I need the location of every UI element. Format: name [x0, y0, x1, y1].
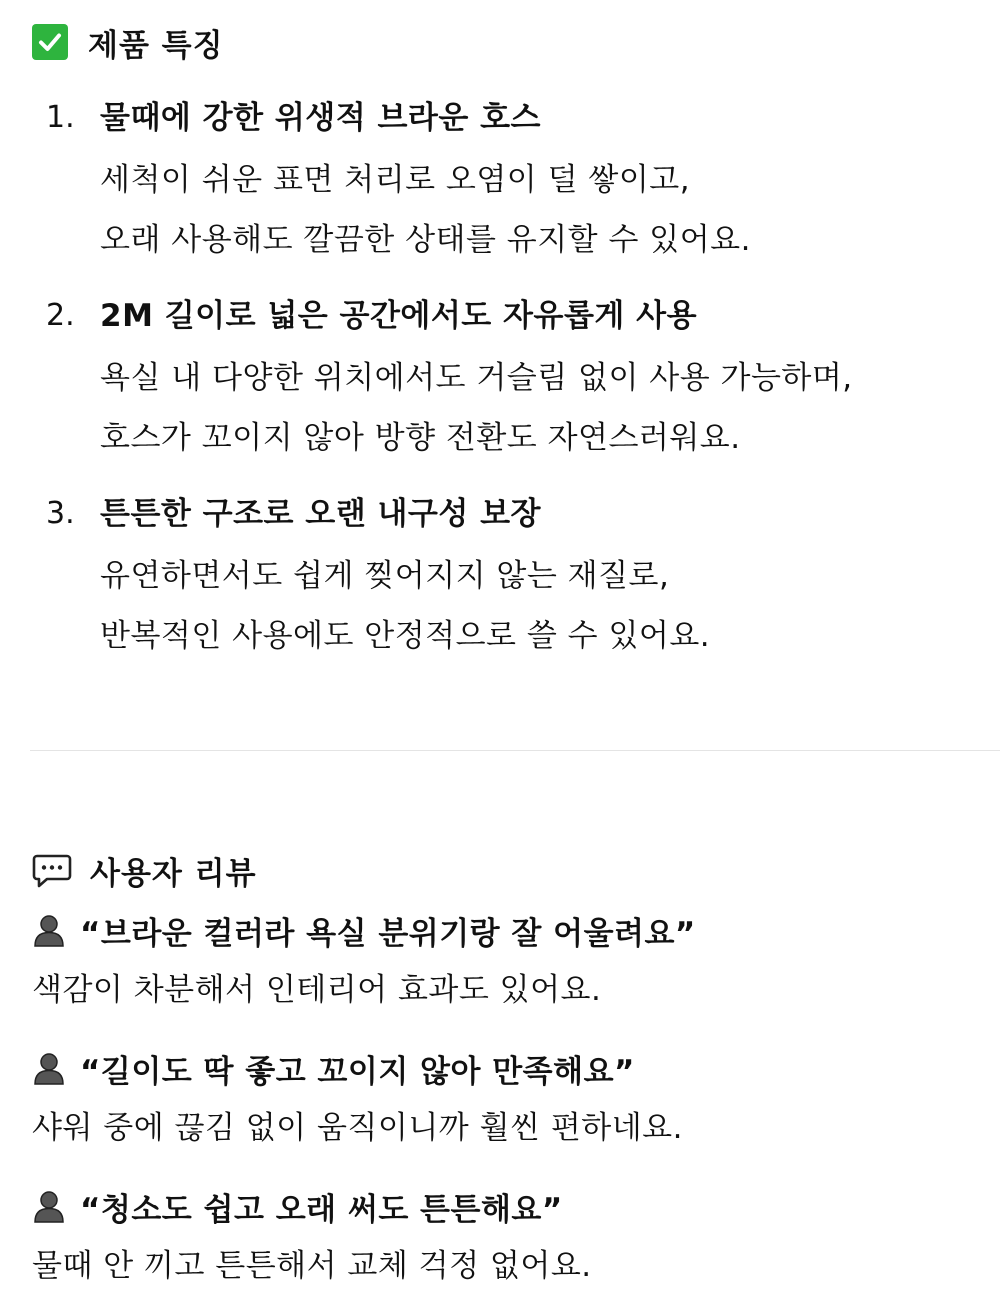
- review-quote-row: [32, 1180, 563, 1232]
- feature-title: 물때에 강한 위생적 브라운 호스: [100, 100, 541, 136]
- feature-list: [0, 92, 1000, 686]
- review-body: 색감이 차분해서 인테리어 효과도 있어요.: [32, 972, 602, 1008]
- feature-title: 튼튼한 구조로 오랜 내구성 보장: [100, 496, 541, 532]
- review-body: 샤워 중에 끊김 없이 움직이니까 훨씬 편하네요.: [32, 1110, 683, 1146]
- review-quote: “청소도 쉽고 오래 써도 튼튼해요”: [80, 1191, 563, 1228]
- feature-description-line: 반복적인 사용에도 안정적으로 쓸 수 있어요.: [100, 618, 711, 654]
- feature-item: [0, 290, 1000, 488]
- person-icon: [32, 1189, 66, 1223]
- reviews-title: 사용자 리뷰: [90, 855, 257, 892]
- feature-number: 1.: [46, 100, 75, 135]
- feature-item: [0, 92, 1000, 290]
- review-body: 물때 안 끼고 튼튼해서 교체 걱정 없어요.: [32, 1248, 592, 1284]
- features-heading: [32, 18, 224, 66]
- person-icon: [32, 913, 66, 947]
- feature-description-line: 오래 사용해도 깔끔한 상태를 유지할 수 있어요.: [100, 222, 751, 258]
- feature-description-line: 세척이 쉬운 표면 처리로 오염이 덜 쌓이고,: [100, 162, 691, 198]
- features-title: 제품 특징: [88, 27, 224, 64]
- feature-number: 2.: [46, 298, 75, 333]
- review-quote-row: [32, 1042, 635, 1094]
- feature-description-line: 욕실 내 다양한 위치에서도 거슬림 없이 사용 가능하며,: [100, 360, 853, 396]
- review-quote-row: [32, 904, 696, 956]
- review-item: [0, 1042, 1000, 1162]
- section-divider: [30, 750, 1000, 751]
- review-quote: “길이도 딱 좋고 꼬이지 않아 만족해요”: [80, 1053, 635, 1090]
- person-icon: [32, 1051, 66, 1085]
- speech-bubble-icon: [32, 850, 72, 890]
- review-quote: “브라운 컬러라 욕실 분위기랑 잘 어울려요”: [80, 915, 696, 952]
- review-item: [0, 904, 1000, 1024]
- reviews-heading: [32, 846, 257, 894]
- feature-description-line: 호스가 꼬이지 않아 방향 전환도 자연스러워요.: [100, 420, 741, 456]
- feature-description-line: 유연하면서도 쉽게 찢어지지 않는 재질로,: [100, 558, 670, 594]
- check-mark-icon: [32, 24, 68, 60]
- feature-item: [0, 488, 1000, 686]
- feature-number: 3.: [46, 496, 75, 531]
- feature-title: 2M 길이로 넓은 공간에서도 자유롭게 사용: [100, 298, 698, 334]
- review-item: [0, 1180, 1000, 1300]
